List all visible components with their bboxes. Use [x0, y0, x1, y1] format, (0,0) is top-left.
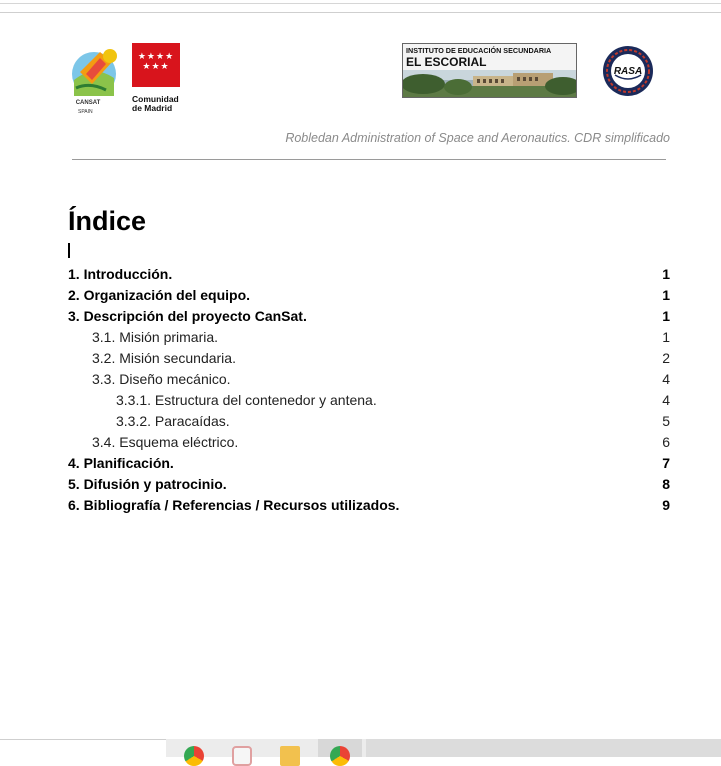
toc-entry-estructura[interactable]: [68, 390, 670, 411]
madrid-logo-line2: de Madrid: [132, 103, 173, 113]
toc-entry-mision-secundaria[interactable]: [68, 348, 670, 369]
cansat-logo: [70, 44, 126, 120]
toc-entry-label: 3.1. Misión primaria.: [92, 329, 219, 345]
toc-entry-descripcion[interactable]: [68, 306, 670, 327]
window-top-border: [0, 3, 721, 4]
toc-entry-page: 5: [662, 413, 670, 429]
toc-entry-label: 4. Planificación.: [68, 455, 174, 471]
table-of-contents: [68, 264, 670, 516]
toc-entry-planificacion[interactable]: [68, 453, 670, 474]
school-logo: [402, 43, 577, 98]
toc-entry-page: 2: [662, 350, 670, 366]
toc-entry-label: 3.3.2. Paracaídas.: [116, 413, 230, 429]
document-top-border: [0, 12, 721, 13]
toc-entry-label: 3.3.1. Estructura del contenedor y antena.: [116, 392, 377, 408]
toc-entry-page: 1: [662, 287, 670, 303]
toc-entry-diseno-mecanico[interactable]: [68, 369, 670, 390]
toc-entry-page: 6: [662, 434, 670, 450]
rasa-logo-text: RASA: [613, 66, 643, 77]
toc-entry-page: 4: [662, 371, 670, 387]
toc-entry-mision-primaria[interactable]: [68, 327, 670, 348]
toc-entry-difusion[interactable]: [68, 474, 670, 495]
madrid-stars-icon: ★★★★ ★★★: [137, 51, 175, 71]
cansat-logo-title: CANSAT: [75, 100, 101, 106]
madrid-logo-line1: Comunidad: [132, 94, 179, 104]
toc-entry-esquema-electrico[interactable]: [68, 432, 670, 453]
document-subtitle: Robledan Administration of Space and Aeronautics. CDR simplificado: [285, 131, 670, 145]
toc-entry-page: 1: [662, 266, 670, 282]
toc-entry-label: 6. Bibliografía / Referencias / Recursos utilizados.: [68, 497, 400, 513]
text-cursor: [68, 243, 70, 258]
toc-entry-page: 7: [662, 455, 670, 471]
cansat-logo-subtitle: SPAIN: [78, 109, 93, 115]
header-divider: [72, 159, 666, 160]
taskbar: [0, 739, 721, 757]
toc-entry-label: 3.2. Misión secundaria.: [92, 350, 236, 366]
toc-entry-page: 8: [662, 476, 670, 492]
toc-entry-organizacion[interactable]: [68, 285, 670, 306]
toc-entry-label: 3.4. Esquema eléctrico.: [92, 434, 239, 450]
chrome-active-icon[interactable]: [330, 746, 350, 766]
taskbar-empty-area: [366, 739, 721, 757]
rasa-logo: [602, 45, 654, 97]
toc-entry-introduccion[interactable]: [68, 264, 670, 285]
toc-entry-label: 5. Difusión y patrocinio.: [68, 476, 227, 492]
toc-entry-label: 3. Descripción del proyecto CanSat.: [68, 308, 307, 324]
toc-entry-page: 9: [662, 497, 670, 513]
toc-entry-page: 4: [662, 392, 670, 408]
taskbar-search-area[interactable]: [0, 739, 166, 757]
madrid-flag: [132, 43, 180, 87]
folder-icon[interactable]: [280, 746, 300, 766]
school-building-photo: [403, 70, 577, 98]
clock-app-icon[interactable]: [232, 746, 252, 766]
toc-entry-page: 1: [662, 329, 670, 345]
toc-title: Índice: [68, 206, 147, 236]
comunidad-madrid-logo: [132, 43, 184, 113]
taskbar-active-app[interactable]: [318, 739, 362, 757]
toc-entry-page: 1: [662, 308, 670, 324]
school-logo-line1: INSTITUTO DE EDUCACIÓN SECUNDARIA: [406, 46, 552, 55]
toc-entry-paracaidas[interactable]: [68, 411, 670, 432]
school-logo-line2: EL ESCORIAL: [406, 55, 487, 69]
toc-entry-label: 3.3. Diseño mecánico.: [92, 371, 231, 387]
toc-entry-bibliografia[interactable]: [68, 495, 670, 516]
toc-entry-label: 2. Organización del equipo.: [68, 287, 251, 303]
toc-entry-label: 1. Introducción.: [68, 266, 173, 282]
chrome-icon[interactable]: [184, 746, 204, 766]
